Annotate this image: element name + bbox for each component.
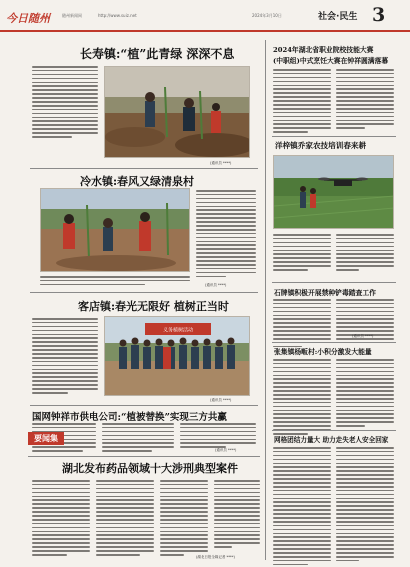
section-divider: [272, 136, 396, 137]
section-divider: [272, 282, 396, 283]
article-1-text: [32, 66, 98, 138]
right-article-1-text-col2: [336, 69, 394, 129]
section-divider: [272, 342, 396, 343]
right-article-4-text-col1: [273, 359, 331, 435]
right-headline-3: 石牌镇积极开展禁种铲毒踏查工作: [274, 289, 376, 297]
photo-drone-field: [273, 155, 394, 229]
right-article-5-text-col1: [273, 447, 331, 565]
section-divider: [28, 456, 260, 457]
bottom-text-col1: [32, 480, 90, 556]
right-article-2-text-col1: [273, 234, 331, 271]
article-2-text: [196, 190, 256, 277]
photo-illustration: [274, 156, 394, 229]
column-separator: [265, 40, 266, 560]
photo-tree-planting-2: [40, 188, 190, 272]
headline-article-2: 冷水镇:春风又绿清泉村: [80, 175, 195, 188]
right-headline-1-line-1: 2024年湖北省职业院校技能大赛: [273, 46, 374, 54]
article-4-text-col2: [102, 423, 174, 452]
headline-article-1: 长寿镇:“植”此青绿 深深不息: [80, 47, 235, 61]
photo-illustration: [105, 317, 250, 396]
right-headline-2: 洋梓镇乔家农技培训春来耕: [275, 141, 367, 150]
article-2-text-lower: [40, 276, 190, 285]
photo-tree-planting-1: [104, 66, 250, 158]
page-number: 3: [372, 4, 386, 26]
bottom-text-col4: [214, 480, 260, 548]
article-3-text: [32, 318, 98, 394]
right-article-2-text-col2: [336, 234, 394, 271]
section-title: 社会·民生: [318, 12, 358, 22]
bottom-text-col3: [160, 480, 208, 556]
article-1-author: (通讯员 ****): [210, 161, 232, 165]
right-article-4-text-col2: [336, 359, 394, 427]
article-3-author: (通讯员 ****): [210, 398, 232, 402]
section-divider: [30, 292, 258, 293]
headline-bottom: 湖北发布药品领域十大涉刑典型案件: [62, 462, 238, 475]
article-4-author: (通讯员 ****): [215, 448, 237, 452]
right-headline-5: 网格团结力量大 助力走失老人安全回家: [274, 436, 389, 444]
right-article-3-text-col1: [273, 299, 331, 347]
right-headline-4: 张集镇杨畈村:小积分激发大能量: [274, 348, 372, 356]
right-article-5-text-col2: [336, 447, 394, 561]
bottom-author: (湖北日报全媒记者 ****): [196, 555, 235, 559]
edition-label: 随州新闻网: [62, 13, 82, 18]
right-article-3-author: (通讯员 ****): [352, 334, 374, 338]
section-tag: 要闻集: [28, 432, 64, 445]
photo-group-planting: [104, 316, 250, 396]
section-divider: [272, 430, 396, 431]
site-url: http://www.suiz.net: [98, 13, 137, 18]
newspaper-logo: 今日随州: [6, 12, 50, 25]
photo-illustration: [41, 189, 190, 272]
right-article-1-text-col1: [273, 69, 331, 133]
article-2-author: (通讯员 ****): [205, 283, 227, 287]
section-divider: [30, 405, 258, 406]
right-headline-1-line-2: (中职组)中式烹饪大赛在钟祥圆满落幕: [273, 57, 389, 65]
photo-illustration: [105, 67, 250, 158]
article-4-text-col3: [180, 423, 256, 448]
bottom-text-col2: [96, 480, 154, 556]
masthead: [0, 0, 410, 32]
headline-article-3: 客店镇:春光无限好 植树正当时: [78, 300, 229, 313]
headline-article-4: 国网钟祥市供电公司:“植被替换”实现三方共赢: [32, 412, 227, 423]
issue-date: 2024年3月10日: [252, 13, 282, 18]
section-divider: [30, 168, 258, 169]
banner-text: 义务植树活动: [162, 327, 194, 334]
